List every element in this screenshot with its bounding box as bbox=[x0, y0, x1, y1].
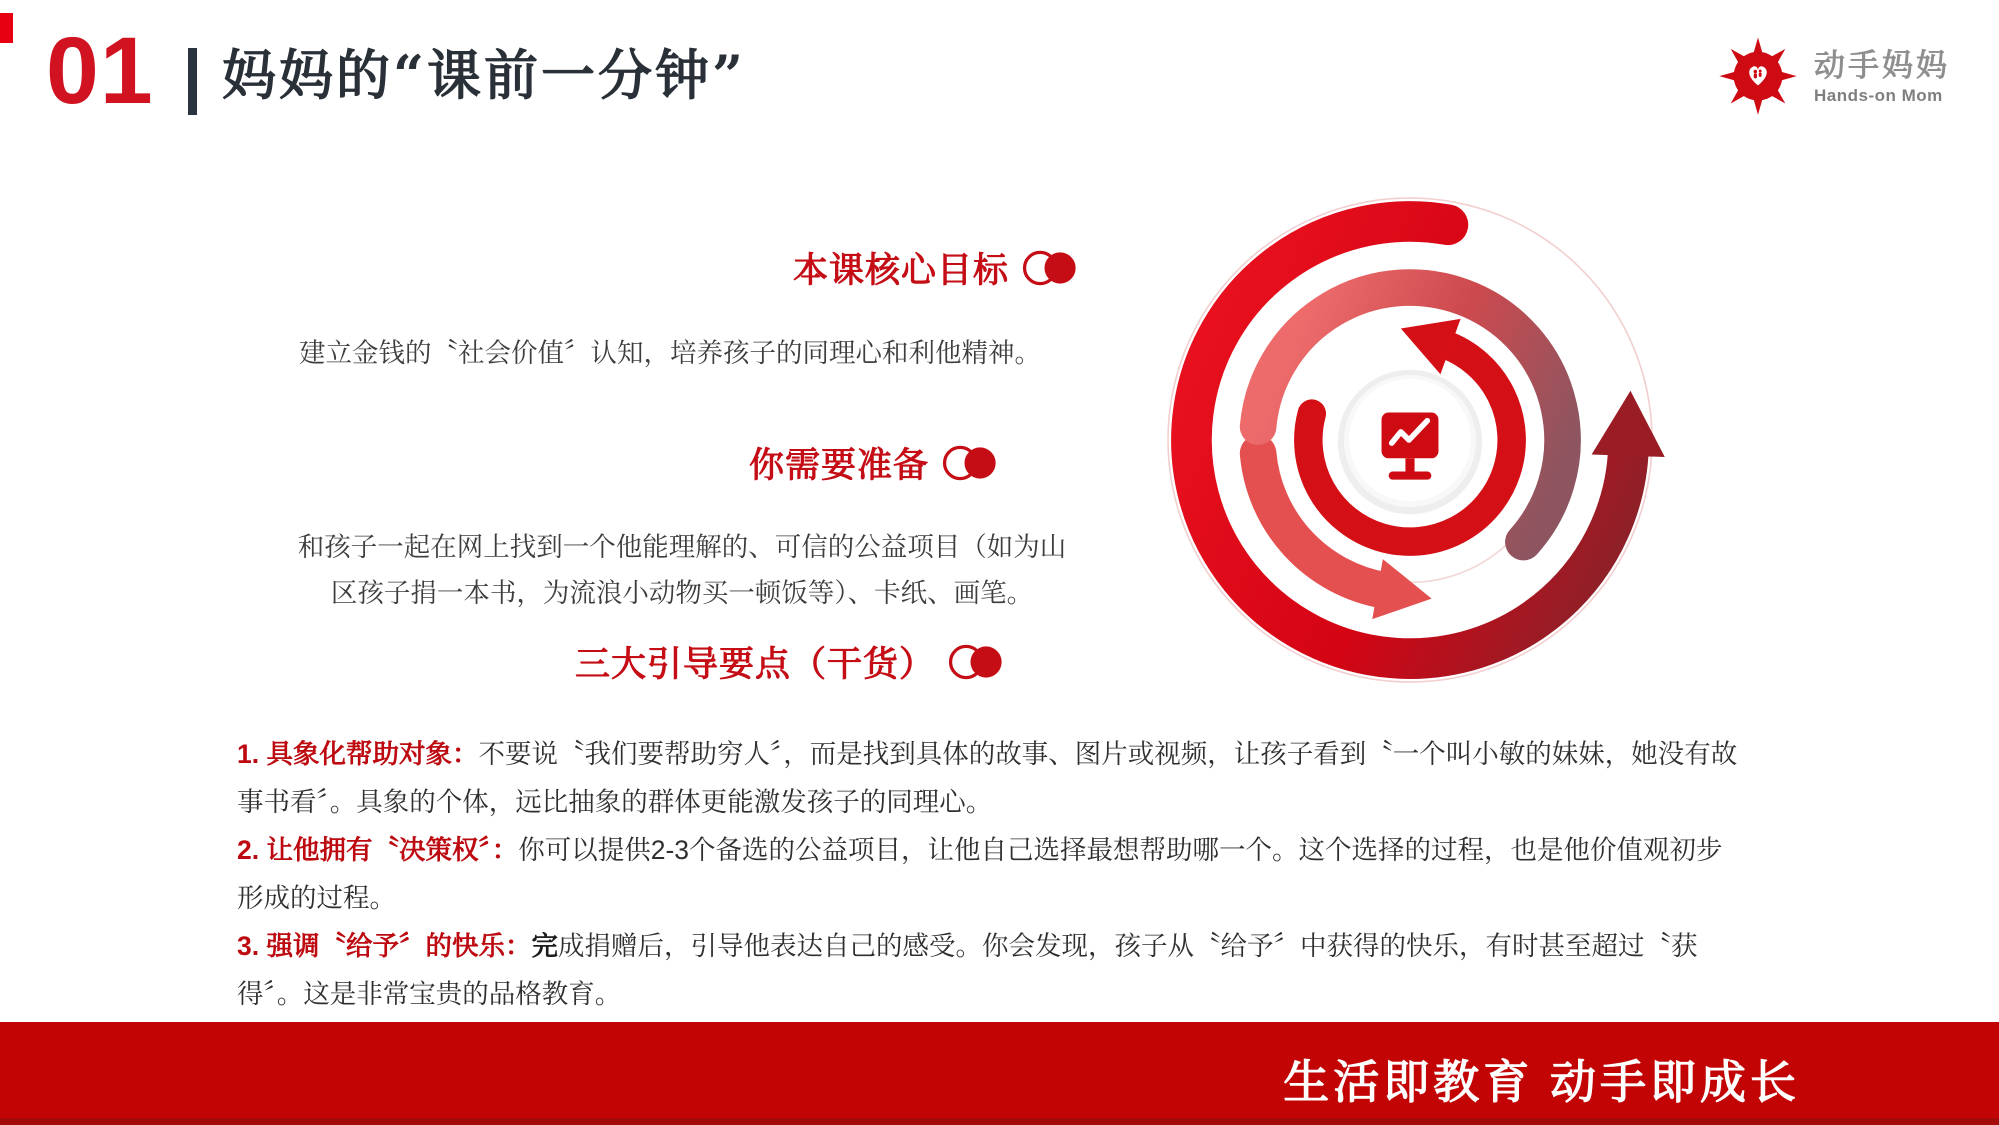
point-3-bold: 完 bbox=[531, 930, 558, 961]
footer-bar bbox=[0, 1022, 1999, 1125]
page-title: 妈妈的“课前一分钟” bbox=[222, 43, 747, 107]
brand-logo-text bbox=[1814, 48, 1950, 107]
point-3-lead: 3. 强调〝给予〞的快乐： bbox=[237, 930, 532, 961]
heading-preparation bbox=[749, 438, 1000, 488]
point-3-text: 成捐赠后，引导他表达自己的感受。你会发现，孩子从〝给予〞中获得的快乐，有时甚至超过〝获得〞。这是非常宝贵的品格教育。 bbox=[237, 930, 1698, 1009]
list-item bbox=[237, 731, 1749, 827]
section-number: 01 bbox=[46, 18, 154, 124]
heading-core-goal bbox=[793, 243, 1080, 293]
heading-key-points bbox=[575, 637, 1006, 687]
key-points-list bbox=[237, 731, 1749, 1019]
double-circle-icon bbox=[942, 441, 1000, 485]
cycle-diagram bbox=[1105, 135, 1715, 745]
list-item bbox=[237, 923, 1749, 1019]
core-goal-text: 建立金钱的〝社会价值〞认知，培养孩子的同理心和利他精神。 bbox=[299, 338, 1041, 368]
footer-slogan: 生活即教育 动手即成长 bbox=[1283, 1056, 1800, 1108]
preparation-text bbox=[252, 524, 1112, 617]
heading-key-points-label: 三大引导要点（干货） bbox=[574, 645, 935, 684]
point-2-text: 你可以提供2-3个备选的公益项目，让他自己选择最想帮助哪一个。这个选择的过程，也是他价值观初步形成的过程。 bbox=[237, 834, 1723, 913]
title-divider bbox=[188, 48, 197, 115]
point-1-lead: 1. 具象化帮助对象： bbox=[237, 739, 479, 769]
hands-on-mom-flower-icon bbox=[1716, 28, 1800, 126]
heading-core-goal-label: 本课核心目标 bbox=[792, 251, 1009, 290]
heading-preparation-label: 你需要准备 bbox=[748, 446, 929, 485]
footer-bottom-strip bbox=[0, 1118, 1999, 1125]
preparation-line-2: 区孩子捐一本书，为流浪小动物买一顿饭等）、卡纸、画笔。 bbox=[330, 578, 1034, 609]
list-item bbox=[237, 827, 1749, 923]
double-circle-icon bbox=[1022, 246, 1080, 290]
center-badge bbox=[1338, 370, 1482, 514]
point-1-text: 不要说〝我们要帮助穷人〞，而是找到具体的故事、图片或视频，让孩子看到〝一个叫小敏的妹妹，她没有故事书看〞。具象的个体，远比抽象的群体更能激发孩子的同理心。 bbox=[237, 739, 1738, 817]
point-2-lead: 2. 让他拥有〝决策权〞： bbox=[237, 834, 519, 865]
corner-accent bbox=[0, 13, 13, 43]
double-circle-icon bbox=[948, 640, 1006, 684]
brand-logo bbox=[1716, 28, 1950, 126]
logo-name-en: Hands-on Mom bbox=[1814, 86, 1943, 106]
logo-name-cn: 动手妈妈 bbox=[1814, 47, 1950, 83]
preparation-line-1: 和孩子一起在网上找到一个他能理解的、可信的公益项目（如为山 bbox=[297, 532, 1067, 562]
